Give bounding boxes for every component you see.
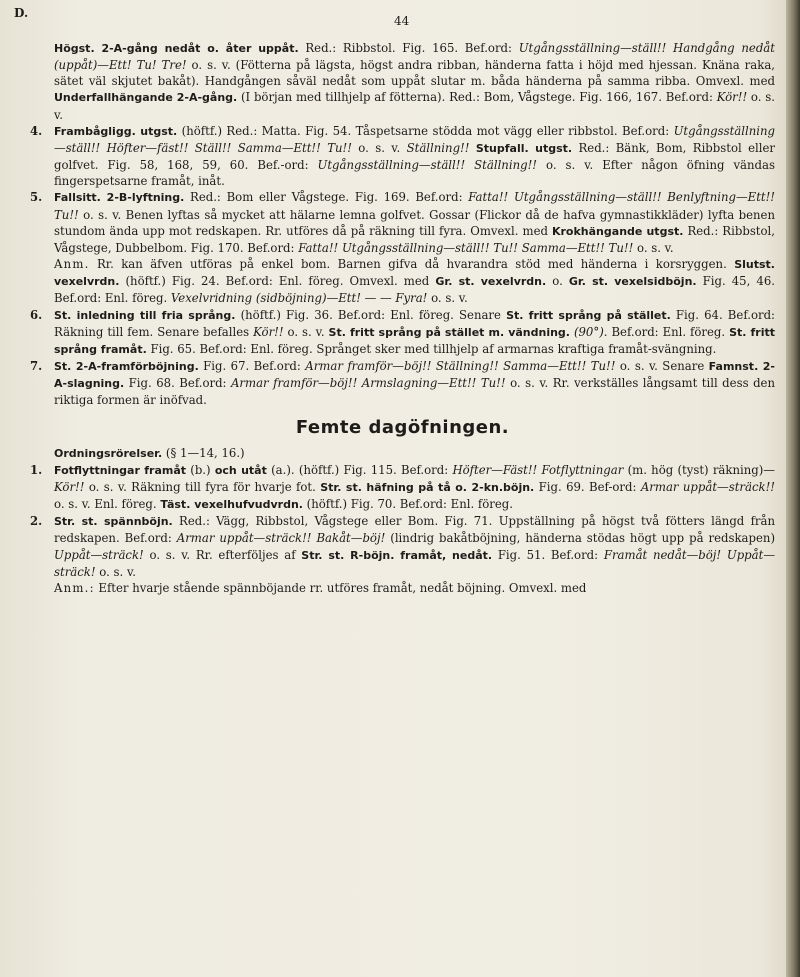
page-edge-shadow bbox=[786, 0, 800, 977]
entry-heading: Str. st. spännböjn. bbox=[54, 515, 173, 529]
exercise-entry-5 bbox=[30, 189, 775, 306]
entry-subheading: Gr. st. vexelsidböjn. bbox=[568, 275, 697, 289]
entry-text: Red.: Ribbstol, Vågstege, Dubbelbom. Fig. 170. Bef.ord: bbox=[54, 223, 775, 255]
entry-command: Fatta!! Utgångsställning—ställ!! Tu!! Samma—Ett!! Tu!! bbox=[298, 240, 634, 255]
exercise-entry-4 bbox=[30, 123, 775, 190]
entry-number: 2. bbox=[30, 514, 43, 529]
entry-text: Fig. 65. Bef.ord: Enl. föreg. Språnget sker med tillhjelp af armarnas kraftiga framåt-svängning. bbox=[146, 341, 717, 356]
entry-number: 1. bbox=[30, 462, 43, 477]
entry-text: o. s. v. bbox=[351, 140, 407, 155]
exercise-entry-6 bbox=[30, 307, 775, 358]
entry-text: Fig. 69. Bef-ord: bbox=[534, 479, 641, 494]
entry-text: Fig. 68. Bef.ord: bbox=[124, 376, 231, 391]
exercise-entry-7 bbox=[30, 358, 775, 408]
entry-text: Efter hvarje stående spännböjande rr. utföres framåt, nedåt böjning. Omvexl. med bbox=[94, 580, 587, 595]
entry-subheading: St. fritt språng framåt. bbox=[54, 325, 775, 356]
entry-text: (b.) bbox=[186, 462, 215, 477]
exercise-entry-1 bbox=[30, 462, 775, 513]
entry-command: Kör!! bbox=[253, 324, 284, 339]
entry-text: Red.: Vägg, Ribbstol, Vågstege eller Bom. Fig. 71. Uppställning på högst två fötters längd från redskapen. Bef.ord: bbox=[54, 514, 775, 546]
entry-text: o. s. v. Benen lyftas så mycket att hälarne lemna golfvet. Gossar (Flickor då de hafva gymnastikkläder) lyfta benen stundom ända upp mot redskapen. Rr. utföres då på räkning till fyra. Omvexl. med bbox=[54, 207, 775, 238]
entry-text: (höftf.) Fig. 70. Bef.ord: Enl. föreg. bbox=[302, 497, 513, 512]
entry-command: Armar framför—böj!! Armslagning—Ett!! Tu!! bbox=[230, 376, 506, 391]
entry-text: o. s. v. Räkning till fyra för hvarje fot. bbox=[84, 479, 321, 494]
entry-subheading: Gr. st. vexelvrdn. bbox=[435, 275, 547, 289]
entry-text: o. s. v. Senare bbox=[615, 358, 709, 373]
entry-subheading: St. fritt språng på stället m. vändning. bbox=[328, 325, 570, 339]
entry-heading: Högst. 2-A-gång nedåt o. åter uppåt. bbox=[54, 42, 299, 55]
entry-subheading: Underfallhängande 2-A-gång. bbox=[54, 91, 238, 105]
entry-text: (§ 1—14, 16.) bbox=[162, 445, 245, 460]
entry-command: Ställning!! bbox=[406, 140, 470, 155]
entry-text: (I början med tillhjelp af fötterna). Red.: Bom, Vågstege. Fig. 166, 167. Bef.ord: bbox=[237, 90, 717, 105]
entry-heading: Ordningsrörelser. bbox=[54, 446, 163, 460]
entry-text: Fig. 51. Bef.ord: bbox=[492, 547, 604, 562]
entry-text: Bef.ord: Enl. föreg. bbox=[607, 324, 730, 339]
entry-command: Utgångsställning—ställ!! Handgång nedåt (uppåt)—Ett! Tu! Tre! bbox=[54, 41, 775, 73]
order-movements-entry bbox=[30, 445, 775, 462]
entry-text: o. s. v. Rr. verkställes långsamt till dess den riktiga formen är inöfvad. bbox=[54, 376, 775, 408]
entry-text: o. s. v. bbox=[54, 90, 775, 122]
entry-command: Armar uppåt—sträck!! Bakåt—böj! bbox=[176, 531, 386, 546]
entry-subheading: St. fritt språng på stället. bbox=[506, 308, 671, 322]
entry-number: 7. bbox=[30, 358, 43, 373]
entry-text: (höftf.) Red.: Matta. Fig. 54. Tåspetsarne stödda mot vägg eller ribbstol. Bef.ord: bbox=[177, 123, 674, 138]
entry-text: (höftf.) Fig. 36. Bef.ord: Enl. föreg. Senare bbox=[235, 307, 507, 322]
entry-heading: St. inledning till fria språng. bbox=[54, 308, 236, 322]
entry-command: Fatta!! Utgångsställning—ställ!! Benlyftning—Ett!! Tu!! bbox=[54, 190, 775, 222]
entry-number: 4. bbox=[30, 123, 43, 138]
entry-subheading: Str. st. häfning på tå o. 2-kn.böjn. bbox=[320, 480, 535, 494]
entry-command: Utgångsställning—ställ!! Höfter—fäst!! Ställ!! Samma—Ett!! Tu!! bbox=[54, 123, 775, 155]
entry-subheading: Slutst. vexelvrdn. bbox=[54, 258, 775, 289]
entry-number: 6. bbox=[30, 307, 43, 322]
entry-heading: Fallsitt. 2-B-lyftning. bbox=[54, 191, 185, 205]
entry-subheading: Str. st. R-böjn. framåt, nedåt. bbox=[301, 548, 493, 562]
entry-text: o. s. v. Rr. efterföljes af bbox=[143, 547, 302, 562]
entry-text: (m. hög (tyst) räkning)— bbox=[623, 462, 775, 477]
entry-command: Armar framför—böj!! Ställning!! Samma—Ett!! Tu!! bbox=[305, 358, 616, 373]
entry-heading: Frambågligg. utgst. bbox=[54, 124, 178, 138]
entry-number: 5. bbox=[30, 190, 43, 205]
entry-subheading: Täst. vexelhufvudvrdn. bbox=[160, 498, 303, 512]
corner-label: D. bbox=[14, 6, 29, 20]
page-body bbox=[30, 40, 775, 596]
annotation-label: Anm. bbox=[54, 257, 90, 272]
entry-command: (90°). bbox=[573, 324, 608, 339]
entry-command: Framåt nedåt—böj! Uppåt—sträck! bbox=[54, 547, 776, 579]
entry-text: o. s. v. bbox=[633, 240, 674, 255]
entry-heading: Fotflyttningar framåt bbox=[54, 463, 187, 477]
entry-subheading: Famnst. 2-A-slagning. bbox=[54, 359, 776, 391]
section-title: Femte dagöfningen. bbox=[295, 417, 510, 439]
entry-subheading: Krokhängande utgst. bbox=[551, 224, 684, 238]
exercise-entry-2 bbox=[30, 513, 775, 596]
entry-heading: St. 2-A-framförböjning. bbox=[54, 359, 199, 373]
entry-subheading: Stupfall. utgst. bbox=[475, 141, 573, 155]
entry-command: Höfter—Fäst!! Fotflyttningar bbox=[452, 462, 624, 477]
entry-text: (höftf.) Fig. 24. Bef.ord: Enl. föreg. Omvexl. med bbox=[119, 274, 436, 289]
exercise-entry-3-continued bbox=[30, 40, 775, 123]
entry-text: (lindrig bakåtböjning, händerna stödas högt upp på redskapen) bbox=[385, 531, 776, 546]
entry-text: o. s. v. Efter någon öfning vändas fingerspetsarne framåt, inåt. bbox=[54, 158, 776, 189]
entry-text: Fig. 64. Bef.ord: Räkning till fem. Senare befalles bbox=[54, 307, 775, 339]
entry-command: Kör!! bbox=[54, 479, 85, 494]
entry-text: o. s. v. bbox=[283, 324, 329, 339]
annotation-label: Anm.: bbox=[54, 580, 95, 595]
entry-text: Fig. 45, 46. Bef.ord: Enl. föreg. bbox=[54, 274, 775, 306]
entry-text: Red.: Bom eller Vågstege. Fig. 169. Bef.ord: bbox=[184, 190, 469, 205]
entry-command: Armar uppåt—sträck!! bbox=[640, 479, 776, 494]
entry-text: (a.). (höftf.) Fig. 115. Bef.ord: bbox=[266, 462, 453, 477]
entry-command: Utgångsställning—ställ!! Ställning!! bbox=[317, 158, 537, 173]
entry-text: o. bbox=[546, 274, 569, 289]
page-number: 44 bbox=[394, 14, 410, 28]
entry-command: Vexelvridning (sidböjning)—Ett! — — Fyra! bbox=[170, 291, 428, 306]
entry-text: o. s. v. (Fötterna på lägsta, högst andra ribban, händerna fatta i höjd med hjessan. Knäna raka, sätet väl skjutet bakåt). Handgången såväl nedåt som uppåt slutar m. båda händerna på samma ribba. Omvexl. med bbox=[54, 58, 775, 89]
entry-text: Red.: Bänk, Bom, Ribbstol eller golfvet. Fig. 58, 168, 59, 60. Bef.-ord: bbox=[54, 140, 776, 173]
entry-subheading: och utåt bbox=[214, 463, 267, 477]
entry-text: Rr. kan äfven utföras på enkel bom. Barnen gifva då hvarandra stöd med händerna i korsryggen. bbox=[89, 257, 735, 272]
entry-text: o. s. v. bbox=[95, 564, 136, 579]
entry-text: o. s. v. bbox=[427, 291, 468, 306]
entry-command: Uppåt—sträck! bbox=[54, 547, 144, 562]
entry-text: Red.: Ribbstol. Fig. 165. Bef.ord: bbox=[298, 41, 519, 55]
entry-text: Fig. 67. Bef.ord: bbox=[198, 358, 306, 373]
entry-text: o. s. v. Enl. föreg. bbox=[54, 497, 161, 512]
entry-command: Kör!! bbox=[716, 90, 748, 105]
